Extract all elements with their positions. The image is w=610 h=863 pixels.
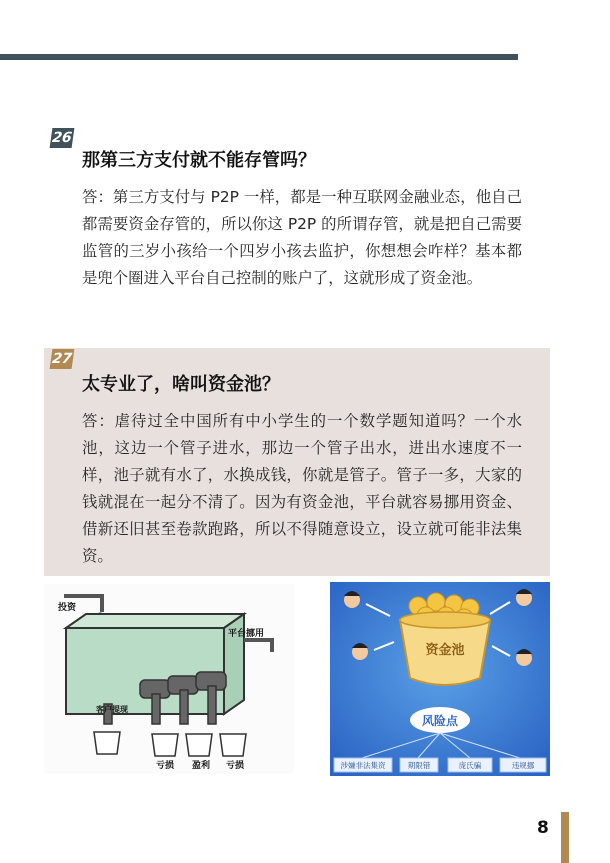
risk-item: 涉嫌非法集资	[340, 761, 386, 770]
label-loss: 亏损	[156, 761, 175, 771]
capital-pool-illustration	[330, 582, 550, 776]
question-number-badge: 26	[51, 130, 73, 146]
page-number: 8	[537, 818, 549, 838]
tank-icon	[66, 628, 224, 714]
water-tank-illustration	[44, 584, 294, 774]
risk-item: 违规挪	[511, 761, 535, 770]
question-title: 太专业了，啥叫资金池？	[82, 374, 280, 395]
risk-item: 庞氏骗	[458, 761, 482, 770]
label-loss: 亏损	[226, 761, 245, 771]
risk-item: 期限错	[407, 761, 431, 770]
capital-pool-drawing	[330, 582, 550, 776]
bucket-icons	[94, 732, 246, 756]
label-customer-withdraw: 客户提现	[96, 705, 128, 714]
side-accent-bar	[561, 812, 569, 863]
water-tank-drawing	[44, 584, 294, 774]
question-title: 那第三方支付就不能存管吗？	[82, 150, 316, 171]
outlet-pipe-icon	[244, 640, 272, 652]
label-profit: 盈利	[192, 761, 211, 771]
top-rule	[0, 54, 518, 60]
question-number-badge: 27	[51, 351, 73, 367]
label-invest: 投资	[58, 603, 77, 613]
answer-paragraph: 答：第三方支付与 P2P 一样，都是一种互联网金融业态，他自己都需要资金存管的，所以你这 P2P 的所谓存管，就是把自己需要监管的三岁小孩给一个四岁小孩去监护，你想想会咋样？基本都是兜个圈进入平台自己控制的账户了，这就形成了资金池。	[82, 188, 522, 287]
pool-label: 资金池	[425, 643, 465, 658]
answer-paragraph: 答：虐待过全中国所有中小学生的一个数学题知道吗？一个水池，这边一个管子进水，那边一个管子出水，进出水速度不一样，池子就有水了，水换成钱，你就是管子。管子一多，大家的钱就混在一起分不清了。因为有资金池，平台就容易挪用资金、借新还旧甚至卷款跑路，所以不得随意设立，设立就可能非法集资。	[82, 412, 522, 565]
label-platform-misuse: 平台挪用	[228, 629, 265, 639]
risk-label: 风险点	[421, 714, 459, 728]
